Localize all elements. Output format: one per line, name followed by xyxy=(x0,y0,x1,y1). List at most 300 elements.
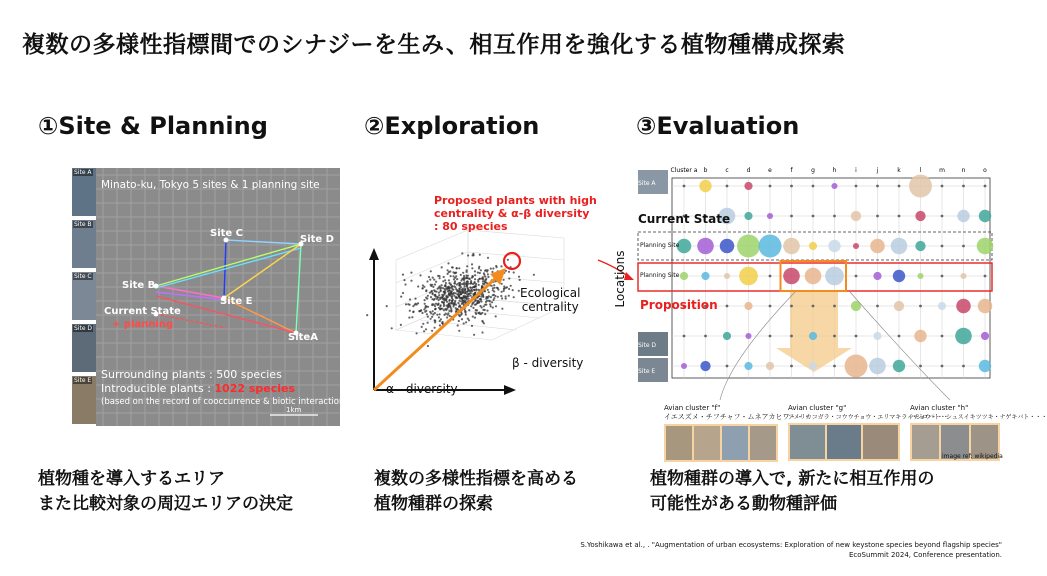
scatter-point xyxy=(444,279,446,281)
scatter-point xyxy=(430,296,432,298)
scatter-point xyxy=(491,285,493,287)
scatter-point xyxy=(447,269,449,271)
site-photo-b: Site B xyxy=(72,220,128,268)
matrix-bubble xyxy=(809,242,817,250)
scatter-point xyxy=(437,288,439,290)
scatter-point xyxy=(409,310,411,312)
locations-label: Locations xyxy=(613,250,627,308)
image-ref: image ref: wikipedia xyxy=(942,453,1003,460)
site-map xyxy=(96,168,353,426)
scatter-point xyxy=(492,294,494,296)
matrix-dot xyxy=(790,335,793,338)
scatter-point xyxy=(422,284,424,286)
matrix-bubble xyxy=(977,238,994,255)
scatter-point xyxy=(458,320,460,322)
matrix-dot xyxy=(812,305,815,308)
scatter-point xyxy=(518,276,520,278)
scatter-point xyxy=(449,315,451,317)
matrix-bubble xyxy=(739,267,758,286)
matrix-dot xyxy=(855,335,858,338)
scatter-point xyxy=(424,299,426,301)
scatter-point xyxy=(471,263,473,265)
current-state-label: Current State xyxy=(104,306,181,317)
scatter-point xyxy=(450,310,452,312)
scatter-point xyxy=(474,300,476,302)
matrix-bubble xyxy=(979,360,991,372)
scatter-point xyxy=(464,310,466,312)
scatter-point xyxy=(475,312,477,314)
caption-evaluation: 植物種群の導入で, 新たに相互作用の 可能性がある動物種評価 xyxy=(650,469,935,514)
scatter-point xyxy=(458,330,460,332)
scatter-point xyxy=(451,290,453,292)
scatter-point xyxy=(432,313,434,315)
proposition-heading: Proposition xyxy=(640,298,718,312)
scatter-point xyxy=(461,318,463,320)
scatter-point xyxy=(482,309,484,311)
site-photo-c: Site C xyxy=(72,272,128,320)
scatter-point xyxy=(460,293,462,295)
scatter-point xyxy=(417,285,419,287)
scatter-point xyxy=(513,271,515,273)
scatter-point xyxy=(447,312,449,314)
matrix-bubble xyxy=(809,362,817,370)
surrounding-plants-text: Surrounding plants : 500 species xyxy=(101,368,282,381)
scatter-point xyxy=(439,324,441,326)
matrix-dot xyxy=(726,185,729,188)
scatter-point xyxy=(463,283,465,285)
scatter-point xyxy=(450,308,452,310)
scatter-point xyxy=(431,290,433,292)
scatter-point xyxy=(448,271,450,273)
scatter-point xyxy=(475,289,477,291)
basis-note: (based on the record of cooccurrence & biotic interactions) xyxy=(101,397,353,407)
scatter-point xyxy=(508,277,510,279)
scatter-point xyxy=(421,312,423,314)
scatter-point xyxy=(424,303,426,305)
scatter-point xyxy=(470,294,472,296)
scatter-point xyxy=(466,291,468,293)
scatter-point xyxy=(513,296,515,298)
site-photo-a: Site A xyxy=(72,168,128,216)
scatter-point xyxy=(386,305,388,307)
scatter-point xyxy=(501,291,503,293)
scatter-point xyxy=(437,297,439,299)
scatter-point xyxy=(426,298,428,300)
scatter-point xyxy=(458,300,460,302)
scatter-point xyxy=(467,289,469,291)
scatter-point xyxy=(465,283,467,285)
matrix-bubble xyxy=(870,239,885,254)
scatter-point xyxy=(479,313,481,315)
matrix-bubble xyxy=(767,213,773,219)
scatter-point xyxy=(495,265,497,267)
map-header: Minato-ku, Tokyo 5 sites & 1 planning site xyxy=(101,179,320,191)
matrix-dot xyxy=(962,245,965,248)
scatter-point xyxy=(431,330,433,332)
scatter-point xyxy=(494,295,496,297)
scatter-point xyxy=(435,308,437,310)
evaluation-panel xyxy=(610,160,1047,460)
scatter-point xyxy=(439,313,441,315)
scatter-point xyxy=(472,316,474,318)
scatter-point xyxy=(468,298,470,300)
scatter-point xyxy=(423,308,425,310)
scatter-point xyxy=(503,290,505,292)
scatter-point xyxy=(427,322,429,324)
scatter-point xyxy=(405,303,407,305)
column-header: k xyxy=(897,167,901,174)
scatter-point xyxy=(447,262,449,264)
matrix-dot xyxy=(919,305,922,308)
scatter-point xyxy=(471,267,473,269)
scatter-point xyxy=(505,295,507,297)
scatter-point xyxy=(442,287,444,289)
scatter-point xyxy=(427,316,429,318)
matrix-dot xyxy=(769,185,772,188)
alpha-axis-label: α - diversity xyxy=(386,382,458,396)
scatter-point xyxy=(503,279,505,281)
scatter-point xyxy=(464,289,466,291)
scatter-point xyxy=(411,316,413,318)
scatter-points xyxy=(366,252,535,347)
orange-direction-arrow xyxy=(374,276,498,390)
scatter-point xyxy=(465,321,467,323)
scatter-point xyxy=(476,309,478,311)
scatter-point xyxy=(489,303,491,305)
matrix-bubble xyxy=(699,180,711,192)
matrix-bubble xyxy=(851,301,861,311)
scatter-point xyxy=(400,324,402,326)
matrix-dot xyxy=(790,365,793,368)
matrix-dot xyxy=(984,275,987,278)
scatter-point xyxy=(479,278,481,280)
centrality-axis-label: Ecological centrality xyxy=(520,286,581,314)
matrix-bubble xyxy=(680,272,688,280)
scatter-point xyxy=(492,289,494,291)
scatter-point xyxy=(464,296,466,298)
scatter-point xyxy=(473,289,475,291)
scatter-point xyxy=(414,298,416,300)
scatter-point xyxy=(500,295,502,297)
matrix-dot xyxy=(898,185,901,188)
scatter-point xyxy=(485,301,487,303)
scatter-point xyxy=(487,257,489,259)
matrix-dot xyxy=(833,335,836,338)
scatter-point xyxy=(479,272,481,274)
column-header: i xyxy=(855,167,857,174)
scatter-point xyxy=(463,301,465,303)
matrix-bubble xyxy=(744,212,752,220)
scatter-point xyxy=(483,305,485,307)
matrix-dot xyxy=(919,365,922,368)
matrix-bubble xyxy=(744,302,752,310)
scatter-point xyxy=(478,284,480,286)
matrix-bubble xyxy=(720,239,735,254)
matrix-dot xyxy=(941,185,944,188)
scatter-point xyxy=(434,298,436,300)
scatter-point xyxy=(465,314,467,316)
scatter-point xyxy=(460,286,462,288)
scatter-point xyxy=(467,281,469,283)
matrix-dot xyxy=(962,365,965,368)
scatter-point xyxy=(481,286,483,288)
scatter-point xyxy=(421,326,423,328)
scatter-point xyxy=(493,299,495,301)
matrix-bubble xyxy=(759,235,782,258)
scatter-point xyxy=(404,283,406,285)
scatter-point xyxy=(438,294,440,296)
column-header: e xyxy=(768,167,772,174)
scatter-point xyxy=(474,270,476,272)
scatter-point xyxy=(430,284,432,286)
matrix-bubble xyxy=(893,360,905,372)
column-header: n xyxy=(961,167,966,174)
beta-axis-label: β - diversity xyxy=(512,356,584,370)
row-photo-a: Site A xyxy=(638,170,668,194)
scatter-point xyxy=(459,297,461,299)
proposed-plants-callout: Proposed plants with high centrality & α-β diversity : 80 species xyxy=(434,194,597,233)
scatter-point xyxy=(466,269,468,271)
row-photo-e: Site E xyxy=(638,358,668,382)
scatter-point xyxy=(519,279,521,281)
scatter-point xyxy=(459,289,461,291)
scatter-point xyxy=(484,276,486,278)
exploration-plot xyxy=(364,190,604,406)
matrix-bubble xyxy=(956,299,971,314)
scatter-point xyxy=(455,304,457,306)
matrix-bubble xyxy=(766,362,774,370)
matrix-bubble xyxy=(914,330,926,342)
scatter-point xyxy=(448,300,450,302)
scatter-point xyxy=(490,296,492,298)
scatter-point xyxy=(462,297,464,299)
matrix-bubble xyxy=(960,273,966,279)
avian-cluster-h: Avian cluster "h" ハジロバト・シュスイキツツキ・ナゲキバト・・・ xyxy=(910,404,1000,461)
scatter-point xyxy=(422,323,424,325)
row-label-planning-proposed: Planning Site xyxy=(640,272,680,279)
scatter-point xyxy=(460,314,462,316)
scatter-point xyxy=(468,293,470,295)
matrix-dot xyxy=(941,335,944,338)
scatter-point xyxy=(454,286,456,288)
scatter-point xyxy=(478,267,480,269)
scatter-point xyxy=(429,279,431,281)
scatter-point xyxy=(454,282,456,284)
scatter-point xyxy=(447,273,449,275)
scatter-point xyxy=(450,275,452,277)
matrix-dot xyxy=(812,215,815,218)
scatter-point xyxy=(443,293,445,295)
site-a-label: SiteA xyxy=(288,332,318,343)
scatter-point xyxy=(409,304,411,306)
matrix-dot xyxy=(726,305,729,308)
scatter-point xyxy=(510,285,512,287)
bird-photos-f xyxy=(664,424,778,462)
scatter-point xyxy=(464,292,466,294)
scatter-point xyxy=(447,290,449,292)
caption-site-planning: 植物種を導入するエリア また比較対象の周辺エリアの決定 xyxy=(38,469,293,514)
scatter-point xyxy=(423,330,425,332)
matrix-dot xyxy=(683,185,686,188)
scatter-point xyxy=(433,279,435,281)
scatter-point xyxy=(471,277,473,279)
matrix-bubble xyxy=(783,238,800,255)
scatter-point xyxy=(439,287,441,289)
scatter-point xyxy=(437,275,439,277)
scatter-point xyxy=(437,303,439,305)
scatter-point xyxy=(428,276,430,278)
scatter-point xyxy=(426,313,428,315)
column-header: c xyxy=(725,167,729,174)
scatter-point xyxy=(487,276,489,278)
scatter-point xyxy=(446,308,448,310)
scale-label: 1km xyxy=(286,406,302,414)
scatter-point xyxy=(501,308,503,310)
matrix-bubble xyxy=(957,210,969,222)
introducible-plants-text: Introducible plants : 1022 species xyxy=(101,382,296,395)
scatter-point xyxy=(472,307,474,309)
scatter-point xyxy=(459,282,461,284)
scatter-point xyxy=(408,317,410,319)
scatter-point xyxy=(512,289,514,291)
matrix-bubble xyxy=(894,301,904,311)
scatter-point xyxy=(403,279,405,281)
scatter-point xyxy=(439,298,441,300)
scatter-point xyxy=(453,304,455,306)
scatter-point xyxy=(485,304,487,306)
matrix-dot xyxy=(790,215,793,218)
scatter-point xyxy=(410,280,412,282)
scatter-point xyxy=(469,286,471,288)
matrix-bubble xyxy=(979,210,991,222)
scatter-point xyxy=(451,295,453,297)
scatter-point xyxy=(485,296,487,298)
scatter-point xyxy=(506,286,508,288)
scatter-point xyxy=(484,282,486,284)
column-header: g xyxy=(811,167,815,174)
matrix-bubble xyxy=(938,302,946,310)
scatter-point xyxy=(463,281,465,283)
scatter-point xyxy=(462,289,464,291)
scatter-point xyxy=(434,327,436,329)
site-b-label: Site B xyxy=(122,280,156,291)
matrix-dot xyxy=(941,245,944,248)
column-header: f xyxy=(790,167,793,174)
scatter-point xyxy=(461,283,463,285)
matrix-bubble xyxy=(681,363,687,369)
scatter-point xyxy=(431,298,433,300)
matrix-bubble xyxy=(978,299,993,314)
scatter-point xyxy=(426,280,428,282)
scatter-point xyxy=(452,271,454,273)
bird-photos-g xyxy=(788,423,900,461)
scatter-point xyxy=(490,268,492,270)
scatter-point xyxy=(473,334,475,336)
scatter-point xyxy=(479,254,481,256)
scatter-point xyxy=(438,316,440,318)
scatter-point xyxy=(436,314,438,316)
scatter-point xyxy=(467,275,469,277)
matrix-bubble xyxy=(805,268,822,285)
section-heading-evaluation: ③Evaluation xyxy=(636,112,800,140)
matrix-bubble xyxy=(783,268,800,285)
scatter-point xyxy=(425,289,427,291)
scatter-point xyxy=(435,281,437,283)
scatter-point xyxy=(432,277,434,279)
scatter-point xyxy=(474,282,476,284)
scatter-point xyxy=(496,287,498,289)
scatter-point xyxy=(452,266,454,268)
scatter-point xyxy=(474,317,476,319)
scatter-point xyxy=(453,295,455,297)
scatter-point xyxy=(492,287,494,289)
scatter-point xyxy=(452,275,454,277)
scatter-point xyxy=(493,284,495,286)
scatter-point xyxy=(492,267,494,269)
scatter-point xyxy=(427,295,429,297)
scatter-point xyxy=(445,282,447,284)
down-arrow xyxy=(776,292,852,372)
scatter-point xyxy=(448,282,450,284)
scatter-point xyxy=(456,267,458,269)
scatter-point xyxy=(435,291,437,293)
site-photo-e: Site E xyxy=(72,376,128,424)
scatter-point xyxy=(485,278,487,280)
scatter-point xyxy=(474,278,476,280)
scatter-point xyxy=(419,274,421,276)
matrix-dot xyxy=(941,275,944,278)
scatter-point xyxy=(477,272,479,274)
scatter-point xyxy=(441,301,443,303)
scatter-point xyxy=(446,316,448,318)
matrix-dot xyxy=(769,275,772,278)
current-state-heading: Current State xyxy=(638,212,731,226)
scatter-point xyxy=(479,305,481,307)
evaluation-matrix xyxy=(610,160,1002,400)
scatter-point xyxy=(451,293,453,295)
scatter-point xyxy=(455,288,457,290)
scatter-point xyxy=(438,307,440,309)
column-header: Cluster a xyxy=(670,167,698,174)
citation: S.Yoshikawa et al., . "Augmentation of urban ecosystems: Exploration of new keystone species beyond flagship species" EcoSummit 2024, Conference presentation. xyxy=(580,541,1002,559)
matrix-dot xyxy=(833,305,836,308)
matrix-bubble xyxy=(869,358,886,375)
matrix-bubble xyxy=(915,241,925,251)
scatter-point xyxy=(482,296,484,298)
scatter-point xyxy=(457,293,459,295)
scatter-point xyxy=(430,270,432,272)
scatter-point xyxy=(473,286,475,288)
scatter-point xyxy=(491,271,493,273)
scatter-point xyxy=(456,290,458,292)
scatter-point xyxy=(391,327,393,329)
introducible-plants-value: 1022 species xyxy=(214,382,296,395)
scatter-point xyxy=(491,301,493,303)
row-label-planning-current: Planning Site xyxy=(640,242,680,249)
matrix-bubble xyxy=(723,332,731,340)
scatter-point xyxy=(448,310,450,312)
scatter-point xyxy=(412,311,414,313)
scatter-point xyxy=(444,290,446,292)
matrix-dot xyxy=(769,305,772,308)
scatter-point xyxy=(439,277,441,279)
scatter-point xyxy=(444,285,446,287)
matrix-dot xyxy=(790,185,793,188)
scatter-point xyxy=(445,305,447,307)
scatter-point xyxy=(470,305,472,307)
scatter-point xyxy=(455,275,457,277)
scatter-point xyxy=(483,272,485,274)
